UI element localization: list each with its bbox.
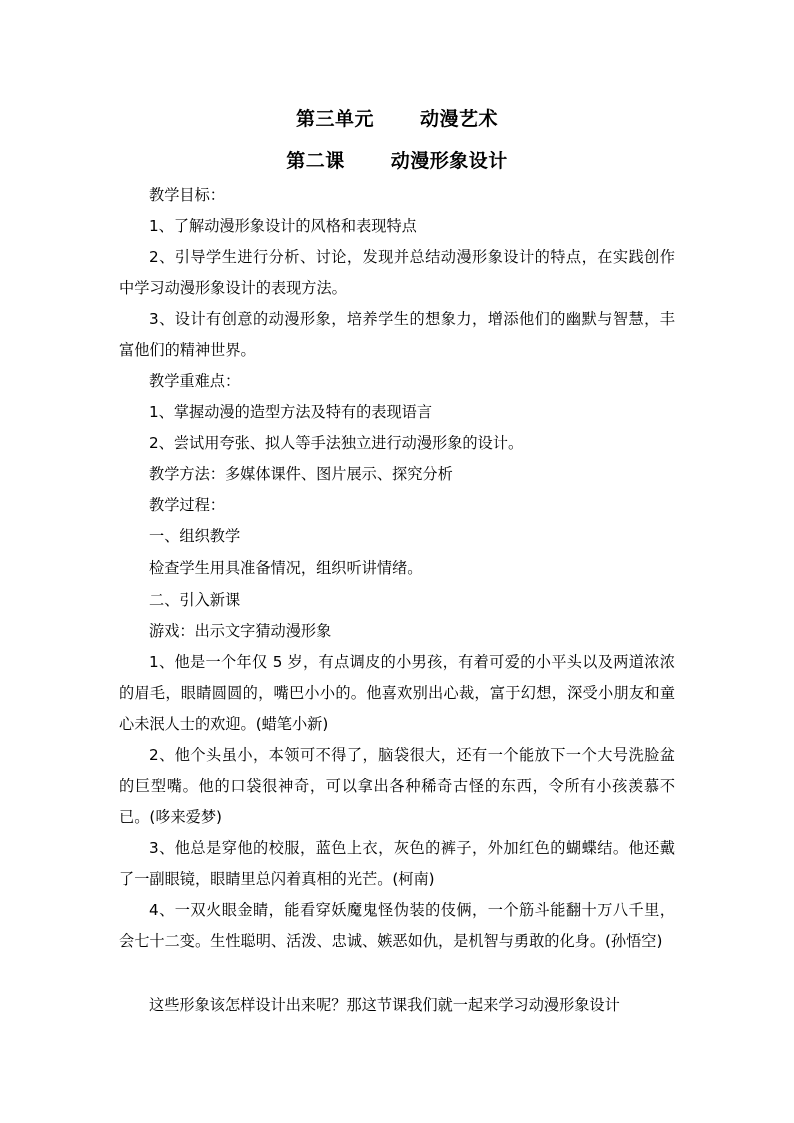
lesson-title-name: 动漫形象设计: [390, 150, 508, 172]
paragraph-game-intro: 游戏：出示文字猜动漫形象: [149, 622, 332, 640]
paragraph-riddle-1: 1、他是一个年仅 5 岁，有点调皮的小男孩，有着可爱的小平头以及两道浓浓的眉毛，眼睛圆圆的，嘴巴小小的。他喜欢别出心裁，富于幻想，深受小朋友和童心未泯人士的欢迎。(蜡笔小新): [119, 653, 675, 733]
paragraph-teaching-goals-heading: 教学目标：: [149, 186, 225, 204]
unit-title-number: 第三单元: [295, 108, 374, 130]
paragraph-key-point-1: 1、掌握动漫的造型方法及特有的表现语言: [149, 403, 433, 421]
paragraph-section-2-heading: 二、引入新课: [149, 591, 241, 609]
lesson-title: [0, 146, 794, 173]
paragraph-goal-3: 3、设计有创意的动漫形象，培养学生的想象力，增添他们的幽默与智慧，丰富他们的精神世界。: [119, 310, 675, 359]
unit-title: [0, 104, 794, 131]
paragraph-key-points-heading: 教学重难点：: [149, 372, 241, 390]
paragraph-goal-1: 1、了解动漫形象设计的风格和表现特点: [149, 217, 417, 235]
paragraph-riddle-2: 2、他个头虽小，本领可不得了，脑袋很大，还有一个能放下一个大号洗脸盆的巨型嘴。他的口袋很神奇，可以拿出各种稀奇古怪的东西，令所有小孩羡慕不已。(哆来爱梦): [119, 746, 675, 826]
paragraph-process-heading: 教学过程：: [149, 496, 225, 514]
paragraph-key-point-2: 2、尝试用夸张、拟人等手法独立进行动漫形象的设计。: [149, 434, 524, 452]
paragraph-riddle-4: 4、一双火眼金睛，能看穿妖魔鬼怪伪装的伎俩，一个筋斗能翻十万八千里，会七十二变。生性聪明、活泼、忠诚、嫉恶如仇，是机智与勇敢的化身。(孙悟空): [119, 901, 675, 950]
paragraph-goal-2: 2、引导学生进行分析、讨论，发现并总结动漫形象设计的特点，在实践创作中学习动漫形象设计的表现方法。: [119, 248, 675, 297]
paragraph-section-1-heading: 一、组织教学: [149, 527, 241, 545]
paragraph-section-1-body: 检查学生用具准备情况，组织听讲情绪。: [149, 559, 423, 577]
paragraph-riddle-3: 3、他总是穿他的校服，蓝色上衣，灰色的裤子，外加红色的蝴蝶结。他还戴了一副眼镜，眼睛里总闪着真相的光芒。(柯南): [119, 839, 675, 888]
paragraph-teaching-methods: 教学方法：多媒体课件、图片展示、探究分析: [149, 465, 453, 483]
unit-title-name: 动漫艺术: [420, 108, 499, 130]
lesson-title-number: 第二课: [286, 150, 345, 172]
paragraph-closing: 这些形象该怎样设计出来呢？那这节课我们就一起来学习动漫形象设计: [149, 996, 620, 1014]
